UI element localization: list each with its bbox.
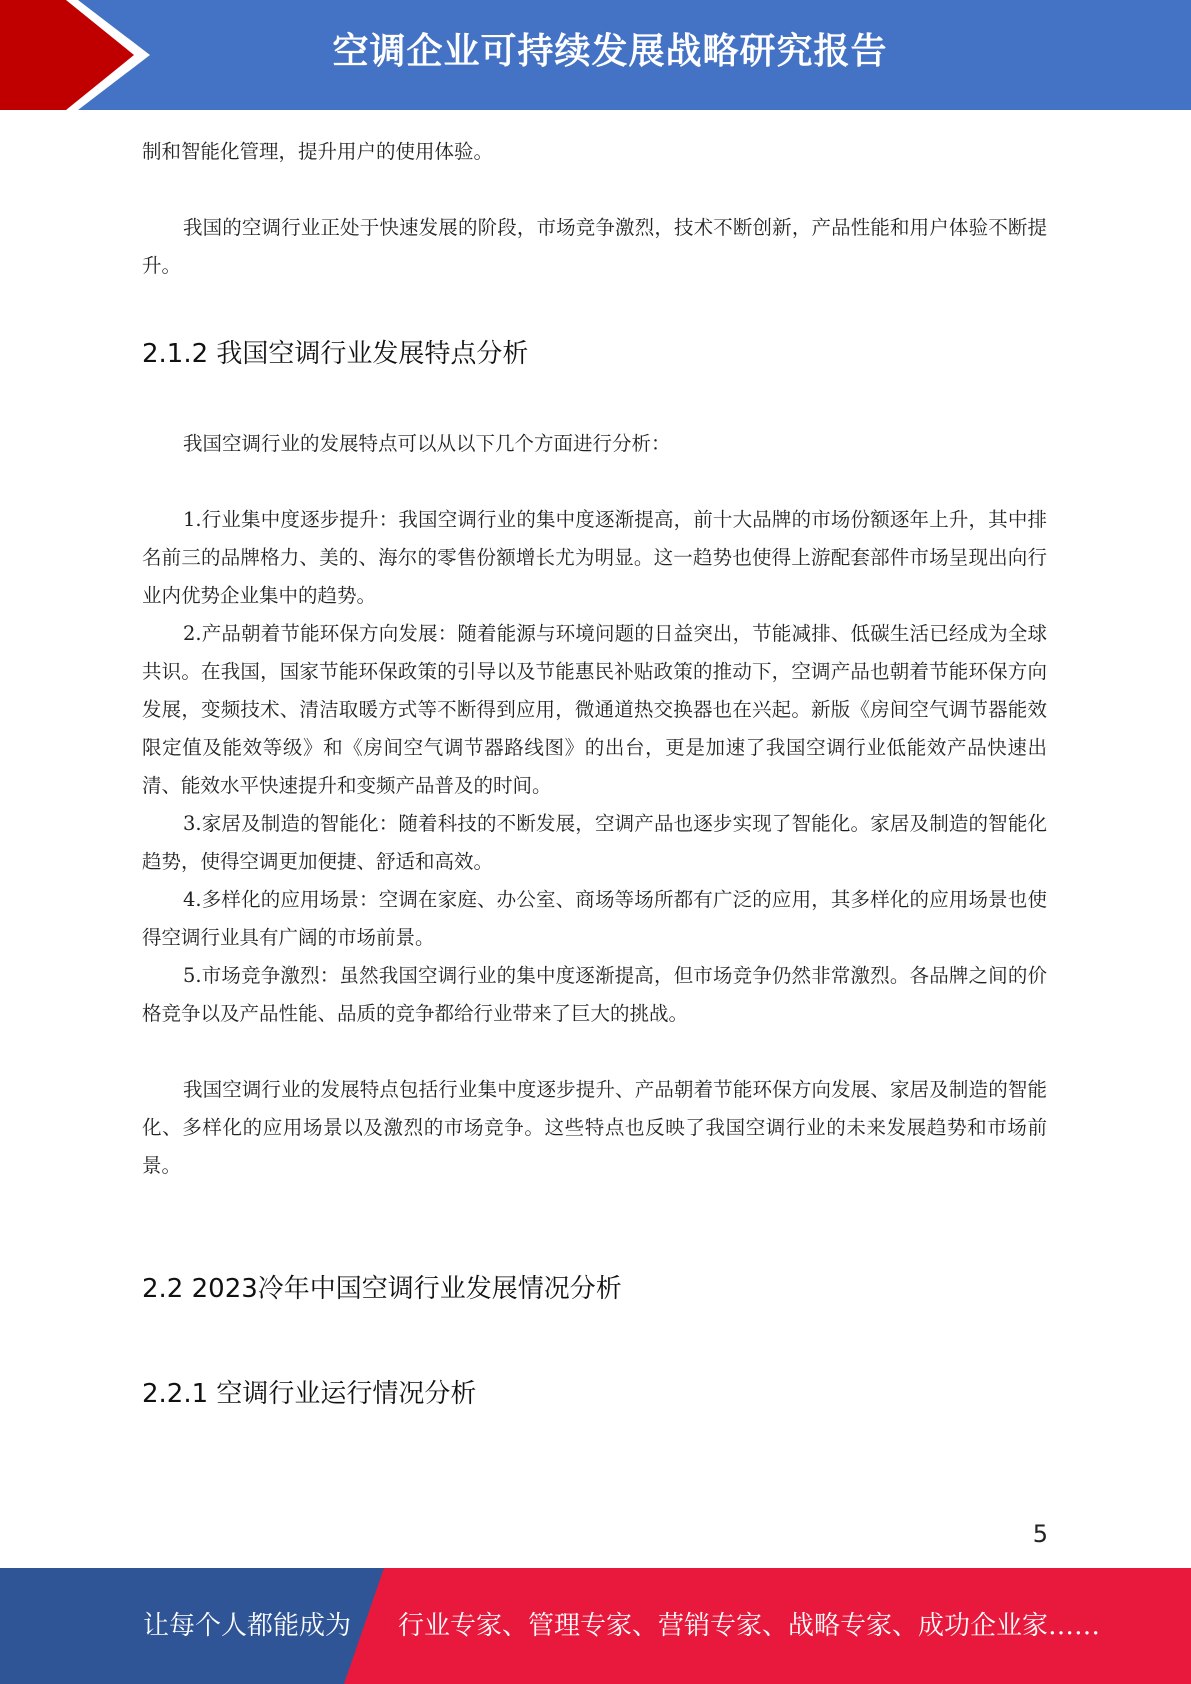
list-item: 1.行业集中度逐步提升：我国空调行业的集中度逐渐提高，前十大品牌的市场份额逐年上升，其中排名前三的品牌格力、美的、海尔的零售份额增长尤为明显。这一趋势也使得上游配套部件市场呈现出向行业内优势企业集中的趋势。 (142, 508, 1047, 607)
paragraph-overview: 我国的空调行业正处于快速发展的阶段，市场竞争激烈，技术不断创新，产品性能和用户体验不断提升。 (142, 216, 1047, 277)
paragraph-continued: 制和智能化管理，提升用户的使用体验。 (142, 140, 494, 163)
section-heading-2-2-1: 2.2.1 空调行业运行情况分析 (142, 1379, 477, 1409)
section-heading-2-2: 2.2 2023冷年中国空调行业发展情况分析 (142, 1274, 622, 1304)
list-item: 4.多样化的应用场景：空调在家庭、办公室、商场等场所都有广泛的应用，其多样化的应用场景也使得空调行业具有广阔的市场前景。 (142, 888, 1047, 949)
list-item: 3.家居及制造的智能化：随着科技的不断发展，空调产品也逐步实现了智能化。家居及制造的智能化趋势，使得空调更加便捷、舒适和高效。 (142, 812, 1047, 873)
footer-slogan-right: 行业专家、管理专家、营销专家、战略专家、成功企业家…… (398, 1611, 1101, 1641)
footer-banner (0, 1568, 1191, 1684)
section-heading-2-1-2: 2.1.2 我国空调行业发展特点分析 (142, 339, 529, 369)
page-number: 5 (1032, 1520, 1048, 1548)
paragraph-summary: 我国空调行业的发展特点包括行业集中度逐步提升、产品朝着节能环保方向发展、家居及制造的智能化、多样化的应用场景以及激烈的市场竞争。这些特点也反映了我国空调行业的未来发展趋势和市场前景。 (142, 1078, 1047, 1177)
header-banner (0, 0, 1191, 110)
report-title: 空调企业可持续发展战略研究报告 (332, 31, 888, 72)
paragraph-intro: 我国空调行业的发展特点可以从以下几个方面进行分析： (183, 432, 671, 455)
footer-slogan-left: 让每个人都能成为 (143, 1611, 352, 1641)
list-item: 2.产品朝着节能环保方向发展：随着能源与环境问题的日益突出，节能减排、低碳生活已经成为全球共识。在我国，国家节能环保政策的引导以及节能惠民补贴政策的推动下，空调产品也朝着节能环保方向发展，变频技术、清洁取暖方式等不断得到应用，微通道热交换器也在兴起。新版《房间空气调节器能效限定值及能效等级》和《房间空气调节器路线图》的出台，更是加速了我国空调行业低能效产品快速出清、能效水平快速提升和变频产品普及的时间。 (142, 622, 1047, 797)
list-item: 5.市场竞争激烈：虽然我国空调行业的集中度逐渐提高，但市场竞争仍然非常激烈。各品牌之间的价格竞争以及产品性能、品质的竞争都给行业带来了巨大的挑战。 (142, 964, 1047, 1025)
